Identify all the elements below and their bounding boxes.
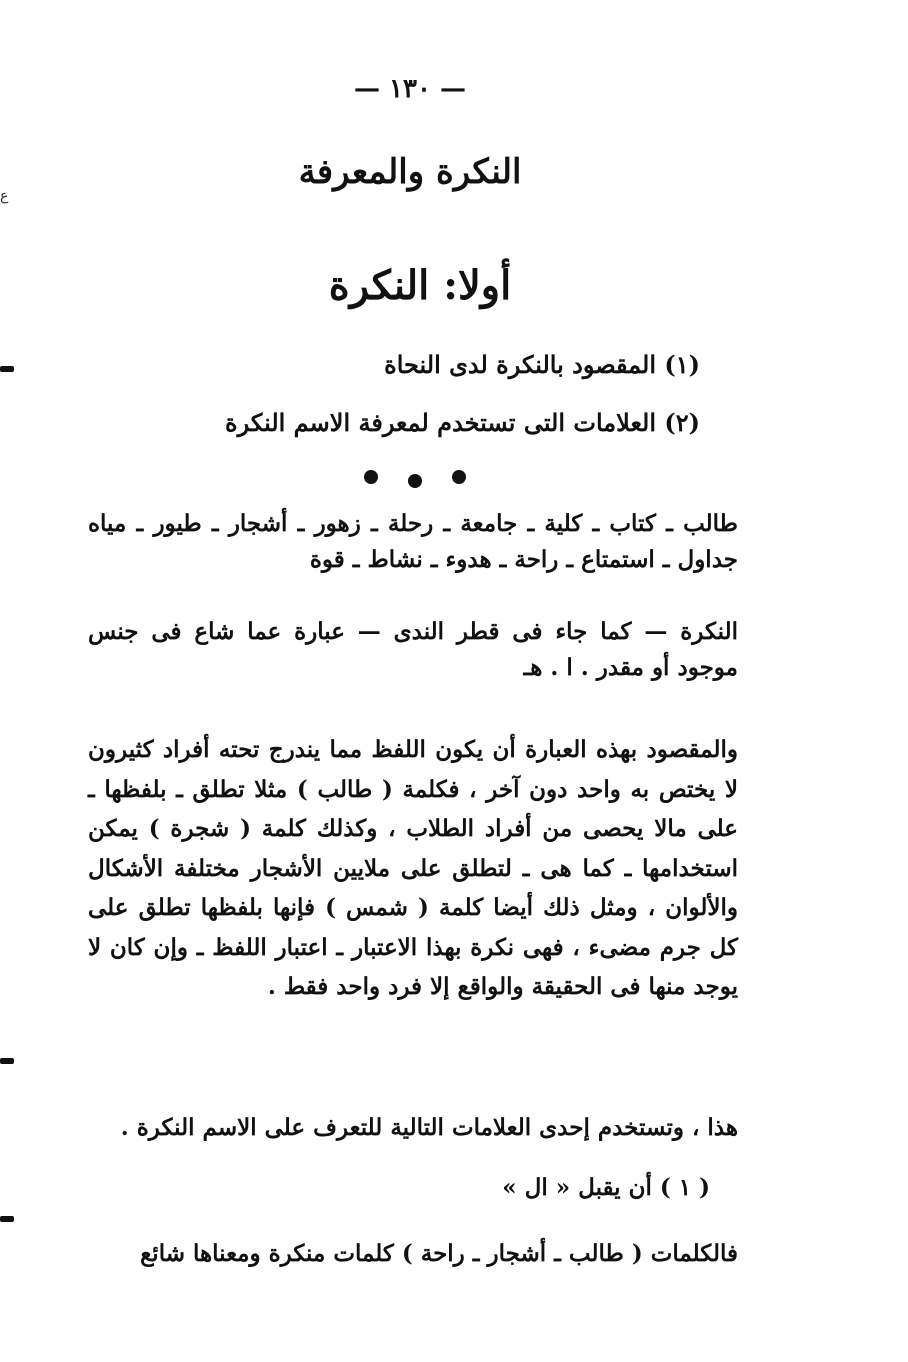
chapter-title: النكرة والمعرفة: [298, 152, 522, 192]
signs-intro-paragraph: هذا ، وتستخدم إحدى العلامات التالية للتعرف على الاسم النكرة .: [120, 1114, 738, 1141]
section-title: أولا: النكرة: [328, 262, 512, 309]
separator-dot-icon: [452, 470, 466, 484]
margin-scan-mark-icon: [0, 366, 14, 372]
outline-item-2: (٢) العلامات التى تستخدم لمعرفة الاسم النكرة: [225, 408, 700, 437]
section-separator-dots: [360, 470, 470, 490]
page-number: — ١٣٠ —: [353, 74, 467, 104]
sign-1-example-paragraph: فالكلمات ( طالب ـ أشجار ـ راحة ) كلمات منكرة ومعناها شائع: [140, 1240, 738, 1267]
sign-1-heading: ( ١ ) أن يقبل « ال »: [502, 1174, 710, 1201]
margin-scan-mark-icon: [0, 1058, 14, 1064]
margin-scan-artifact-icon: ع: [0, 188, 9, 204]
explanation-paragraph: والمقصود بهذه العبارة أن يكون اللفظ مما يندرج تحته أفراد كثيرون لا يختص به واحد دون آخر ، فكلمة ( طالب ) مثلا تطلق ـ بلفظها ـ على مالا يحصى من أفراد الطلاب ، وكذلك كلمة ( شجرة ) يمكن استخدامها ـ كما هى ـ لتطلق على ملايين الأشجار مختلفة الأشكال والألوان ، ومثل ذلك أيضا كلمة ( شمس ) فإنها بلفظها تطلق على كل جرم مضىء ، فهى نكرة بهذا الاعتبار ـ اعتبار اللفظ ـ وإن كان لا يوجد منها فى الحقيقة والواقع إلا فرد واحد فقط .: [88, 736, 738, 1001]
separator-dot-icon: [364, 470, 378, 484]
examples-paragraph: طالب ـ كتاب ـ كلية ـ جامعة ـ رحلة ـ زهور ـ أشجار ـ طيور ـ مياه جداول ـ استمتاع ـ راحة ـ هدوء ـ نشاط ـ قوة: [88, 510, 738, 573]
outline-item-1: (١) المقصود بالنكرة لدى النحاة: [384, 350, 700, 379]
separator-dot-icon: [408, 474, 422, 488]
definition-paragraph: النكرة — كما جاء فى قطر الندى — عبارة عما شاع فى جنس موجود أو مقدر . ا . هـ: [88, 618, 738, 681]
margin-scan-mark-icon: [0, 1216, 14, 1222]
